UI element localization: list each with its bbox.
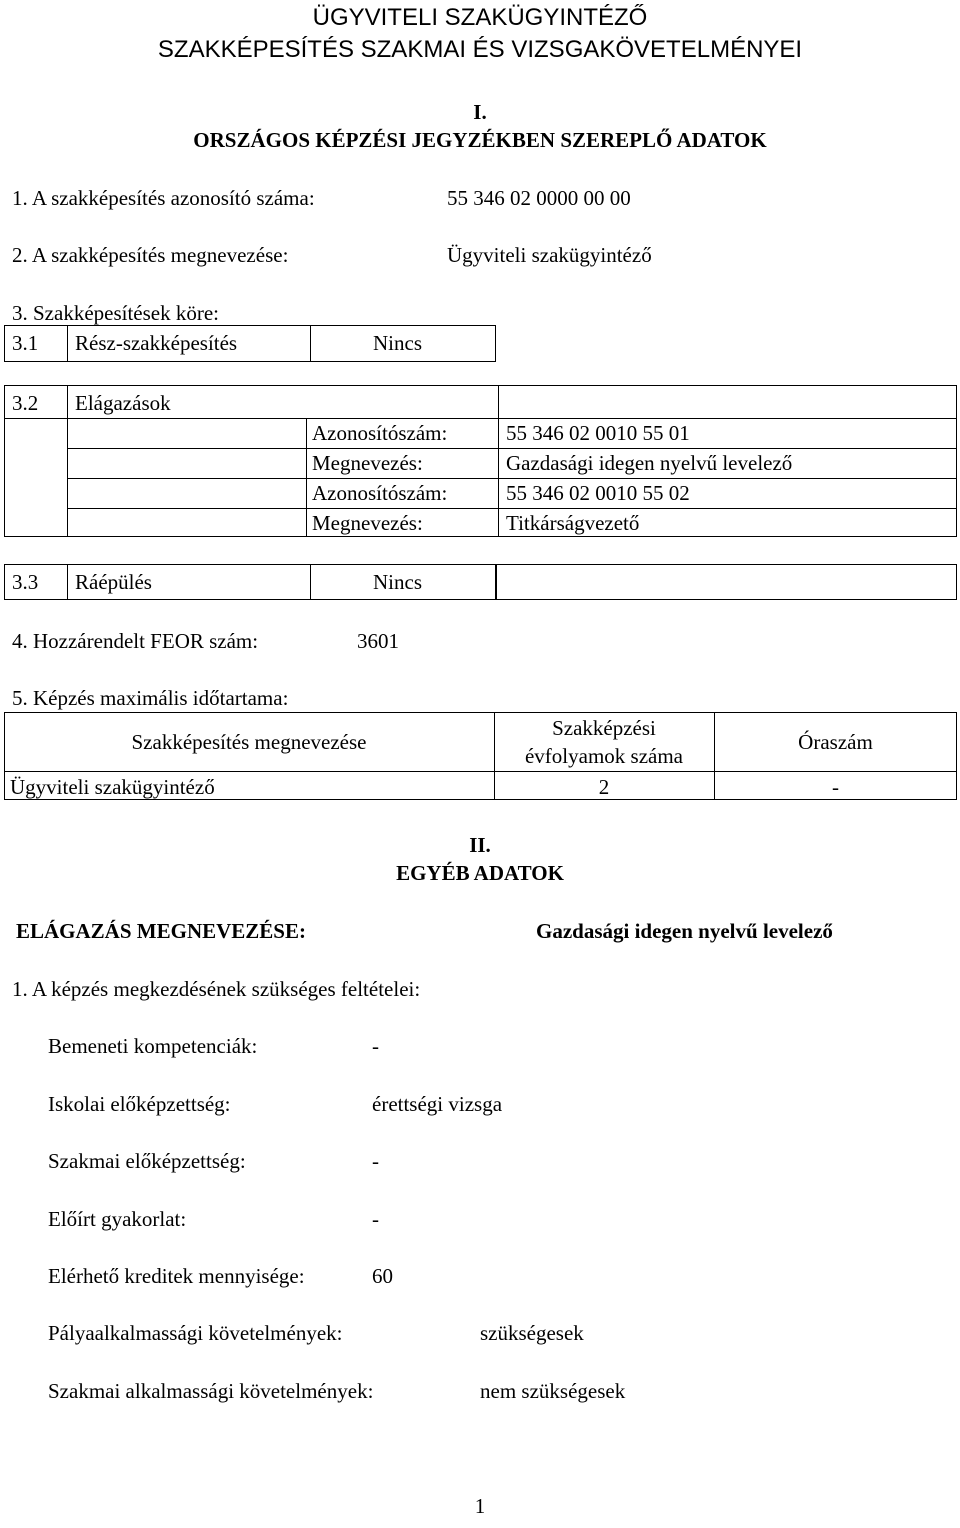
branch-1-name-key: Megnevezés: — [312, 451, 423, 475]
branch-2-id-key: Azonosítószám: — [312, 481, 448, 505]
item-4-label: 4. Hozzárendelt FEOR szám: — [12, 629, 259, 653]
field-label-school-education: Iskolai előképzettség: — [48, 1092, 231, 1116]
branch-1-id-key: Azonosítószám: — [312, 421, 448, 445]
item-3-2-number: 3.2 — [12, 391, 39, 415]
item-5-label: 5. Képzés maximális időtartama: — [12, 686, 289, 710]
item-2-label: 2. A szakképesítés megnevezése: — [12, 243, 289, 267]
branch-name-value: Gazdasági idegen nyelvű levelező — [536, 919, 833, 943]
item-1-value: 55 346 02 0000 00 00 — [447, 186, 631, 210]
duration-row-name: Ügyviteli szakügyintéző — [10, 775, 215, 799]
field-label-credits: Elérhető kreditek mennyisége: — [48, 1264, 305, 1288]
duration-row-hours: - — [832, 775, 839, 799]
item-3-3-label: Ráépülés — [75, 570, 152, 594]
page-number: 1 — [474, 1494, 486, 1518]
item-3-2-label: Elágazások — [75, 391, 171, 415]
duration-header-name: Szakképesítés megnevezése — [131, 730, 367, 754]
branch-1-name-value: Gazdasági idegen nyelvű levelező — [506, 451, 793, 475]
duration-header-hours: Óraszám — [798, 730, 873, 754]
field-label-input-competencies: Bemeneti kompetenciák: — [48, 1034, 258, 1058]
item-3-1-number: 3.1 — [12, 331, 39, 355]
part-1-numeral: I. — [473, 100, 487, 124]
section-1-heading: 1. A képzés megkezdésének szükséges feltételei: — [12, 977, 421, 1001]
branch-name-label: ELÁGAZÁS MEGNEVEZÉSE: — [16, 919, 306, 943]
field-label-professional-education: Szakmai előképzettség: — [48, 1149, 246, 1173]
item-3-3-value: Nincs — [373, 570, 422, 594]
field-value-aptitude-requirements: szükségesek — [480, 1321, 584, 1345]
item-4-value: 3601 — [357, 629, 399, 653]
duration-header-years-line-1: Szakképzési — [552, 716, 656, 740]
item-2-value: Ügyviteli szakügyintéző — [447, 243, 652, 267]
duration-row-years: 2 — [598, 775, 610, 799]
item-3-3-number: 3.3 — [12, 570, 39, 594]
document-title-line-1: ÜGYVITELI SZAKÜGYINTÉZŐ — [312, 4, 648, 31]
branch-2-name-key: Megnevezés: — [312, 511, 423, 535]
branch-2-name-value: Titkárságvezető — [506, 511, 640, 535]
field-value-input-competencies: - — [372, 1034, 379, 1058]
field-label-aptitude-requirements: Pályaalkalmassági követelmények: — [48, 1321, 343, 1345]
duration-header-years-line-2: évfolyamok száma — [524, 744, 684, 768]
field-value-credits: 60 — [372, 1264, 393, 1288]
field-value-professional-suitability: nem szükségesek — [480, 1379, 626, 1403]
item-3-label: 3. Szakképesítések köre: — [12, 301, 220, 325]
branch-1-id-value: 55 346 02 0010 55 01 — [506, 421, 690, 445]
field-label-professional-suitability: Szakmai alkalmassági követelmények: — [48, 1379, 374, 1403]
part-1-title: ORSZÁGOS KÉPZÉSI JEGYZÉKBEN SZEREPLŐ ADATOK — [193, 128, 767, 152]
item-3-1-label: Rész-szakképesítés — [75, 331, 238, 355]
item-1-label: 1. A szakképesítés azonosító száma: — [12, 186, 315, 210]
branch-2-id-value: 55 346 02 0010 55 02 — [506, 481, 690, 505]
item-3-1-value: Nincs — [373, 331, 422, 355]
part-2-title: EGYÉB ADATOK — [396, 861, 564, 885]
field-value-required-practice: - — [372, 1207, 379, 1231]
field-value-professional-education: - — [372, 1149, 379, 1173]
field-label-required-practice: Előírt gyakorlat: — [48, 1207, 187, 1231]
part-2-numeral: II. — [469, 833, 491, 857]
field-value-school-education: érettségi vizsga — [372, 1092, 503, 1116]
document-title-line-2: SZAKKÉPESÍTÉS SZAKMAI ÉS VIZSGAKÖVETELMÉNYEI — [157, 36, 803, 63]
